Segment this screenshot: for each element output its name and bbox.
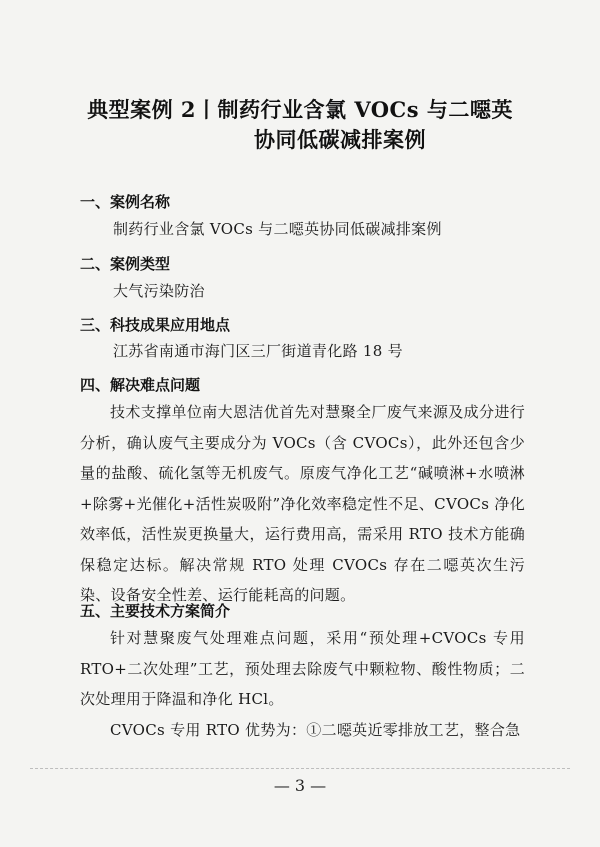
page-number: — 3 — <box>273 776 327 795</box>
section-heading-problems: 四、解决难点问题 <box>80 376 201 394</box>
footer-divider <box>30 768 570 769</box>
section-heading-location: 三、科技成果应用地点 <box>80 316 231 334</box>
section-body-location: 江苏省南通市海门区三厂街道青化路 18 号 <box>113 342 403 360</box>
section-body-case-type: 大气污染防治 <box>113 282 205 300</box>
section-heading-solution: 五、主要技术方案简介 <box>80 602 231 620</box>
section-heading-case-name: 一、案例名称 <box>80 193 171 211</box>
document-title-line1: 典型案例 2丨制药行业含氯 VOCs 与二噁英 <box>87 97 513 122</box>
section-body-problems: 技术支撑单位南大恩洁优首先对慧聚全厂废气来源及成分进行分析，确认废气主要成分为 VOCs（含 CVOCs），此外还包含少量的盐酸、硫化氢等无机废气。原废气净化工艺“碱喷淋+水喷淋+除雾+光催化+活性炭吸附”净化效率稳定性不足、CVOCs 净化效率低，活性炭更换量大，运行费用高，需采用 RTO 技术方能确保稳定达标。解决常规 RTO 处理 CVOCs 存在二噁英次生污染、设备安全性差、运行能耗高的问题。 <box>80 403 525 604</box>
document-title-line2: 协同低碳减排案例 <box>254 127 426 152</box>
section-body-solution: 针对慧聚废气处理难点问题，采用“预处理+CVOCs 专用 RTO+二次处理”工艺，预处理去除废气中颗粒物、酸性物质；二次处理用于降温和净化 HCl。 <box>80 629 525 708</box>
section-body-case-name: 制药行业含氯 VOCs 与二噁英协同低碳减排案例 <box>113 220 442 238</box>
section-heading-case-type: 二、案例类型 <box>80 255 171 273</box>
section-body-solution-advantages: CVOCs 专用 RTO 优势为：①二噁英近零排放工艺，整合急 <box>110 721 521 739</box>
